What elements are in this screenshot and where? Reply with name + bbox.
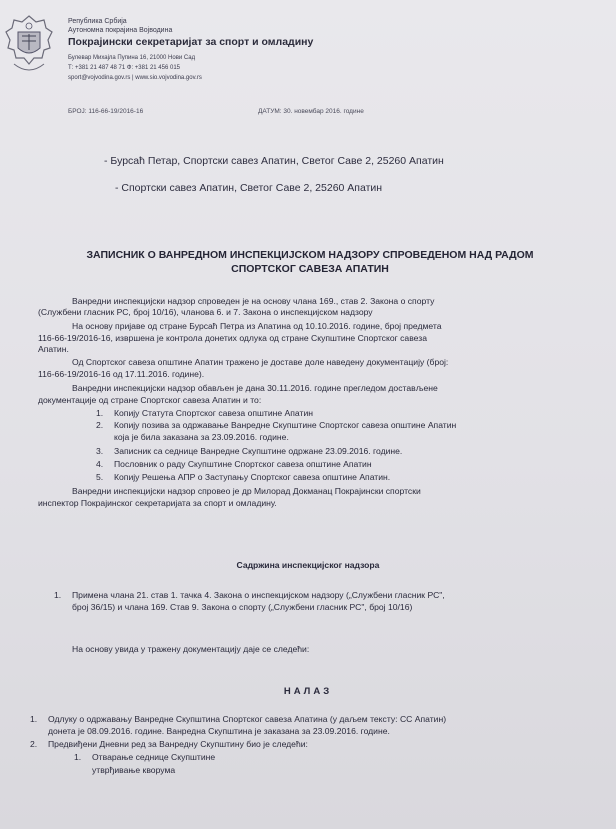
header-email-web: sport@vojvodina.gov.rs | www.sio.vojvodina.gov.rs bbox=[68, 75, 202, 81]
paragraph-line: Од Спортског савеза општине Апатин тражено је доставе доле наведену документацију (број: bbox=[72, 357, 449, 367]
paragraph-line: Ванредни инспекцијски надзор спровео је др Милорад Докманац Покрајински спортски bbox=[72, 486, 421, 496]
list-item: 5. Копију Решења АПР о Заступању Спортског савеза општине Апатин. bbox=[96, 472, 391, 482]
paragraph-line: инспектор Покрајинског секретаријата за спорт и омладину. bbox=[38, 498, 277, 508]
title-line-1: ЗАПИСНИК О ВАНРЕДНОМ ИНСПЕКЦИЈСКОМ НАДЗОРУ СПРОВЕДЕНОМ НАД РАДОМ bbox=[86, 249, 534, 261]
paragraph-line: На основу пријаве од стране Бурсаћ Петра из Апатина од 10.10.2016. године, број предмета bbox=[72, 321, 442, 331]
list-item: 2. Копију позива за одржавање Ванредне Скупштине Спортског савеза општине Апатин bbox=[96, 420, 457, 430]
section-heading-finding: НАЛАЗ bbox=[283, 686, 333, 697]
list-item: 2. Предвиђени Дневни ред за Ванредну Скупштину био је следећи: bbox=[30, 739, 308, 749]
paragraph-line: документације од стране Спортског савеза Апатин и то: bbox=[38, 395, 262, 405]
header-province: Аутономна покрајина Војводина bbox=[68, 27, 173, 34]
header-secretariat: Покрајински секретаријат за спорт и омладину bbox=[68, 36, 314, 48]
header-country: Република Србија bbox=[68, 18, 127, 25]
paragraph-line: (Службени гласник РС, број 10/16), чланова 6. и 7. Закона о инспекцијском надзору bbox=[38, 307, 373, 317]
paragraph-line: број 36/15) и члана 169. Став 9. Закона о спорту („Службени гласник РС", број 10/16) bbox=[72, 602, 413, 612]
section-heading-scope: Садржина инспекцијског надзора bbox=[236, 560, 380, 570]
list-item: 1. Отварање седнице Скупштине bbox=[74, 752, 216, 762]
list-item: 3. Записник са седнице Ванредне Скупштине одржане 23.09.2016. године. bbox=[96, 446, 403, 456]
list-item: која је била заказана за 23.09.2016. године. bbox=[114, 432, 289, 442]
list-item: 4. Пословник о раду Скупштине Спортског савеза општине Апатин bbox=[96, 459, 372, 469]
paragraph-line: 116-66-19/2016-16 од 17.11.2016. године). bbox=[38, 369, 205, 379]
list-item: 1. Примена члана 21. став 1. тачка 4. Закона о инспекцијском надзору („Службени гласник РС", bbox=[54, 590, 445, 600]
recipient-2: - Спортски савез Апатин, Светог Саве 2, 25260 Апатин bbox=[115, 182, 383, 194]
coat-of-arms-icon bbox=[4, 14, 54, 80]
recipient-1: - Бурсаћ Петар, Спортски савез Апатин, Светог Саве 2, 25260 Апатин bbox=[104, 155, 444, 167]
list-item: 1. Одлуку о одржавању Ванредне Скупштина Спортског савеза Апатина (у даљем тексту: СС Апатин) bbox=[30, 714, 447, 724]
header-phone: Т: +381 21 487 48 71 Ф: +381 21 456 015 bbox=[68, 65, 180, 71]
header-address: Булевар Михајла Пупина 16, 21000 Нови Сад bbox=[68, 55, 196, 61]
document-date: ДАТУМ: 30. новембар 2016. године bbox=[258, 108, 364, 115]
paragraph-line: Ванредни инспекцијски надзор обављен је дана 30.11.2016. године прегледом достављене bbox=[72, 383, 438, 393]
paragraph-line: 116-66-19/2016-16, извршена је контрола донетих одлука од стране Скупштине Спортског савеза bbox=[38, 333, 427, 343]
paragraph-line: утврђивање кворума bbox=[92, 765, 176, 775]
title-line-2: СПОРТСКОГ САВЕЗА АПАТИН bbox=[231, 263, 389, 275]
paragraph-line: На основу увида у тражену документацију даје се следећи: bbox=[72, 644, 310, 654]
document-title bbox=[40, 248, 580, 276]
paragraph-line: Ванредни инспекцијски надзор спроведен је на основу члана 169., став 2. Закона о спорту bbox=[72, 296, 435, 306]
paragraph-line: Апатин. bbox=[38, 344, 69, 354]
list-item: 1. Копију Статута Спортског савеза општине Апатин bbox=[96, 408, 314, 418]
paragraph-line: донета је 08.09.2016. године. Ванредна Скупштина је заказана за 23.09.2016. године. bbox=[48, 726, 390, 736]
reference-number: БРОЈ: 116-66-19/2016-16 bbox=[68, 108, 144, 115]
